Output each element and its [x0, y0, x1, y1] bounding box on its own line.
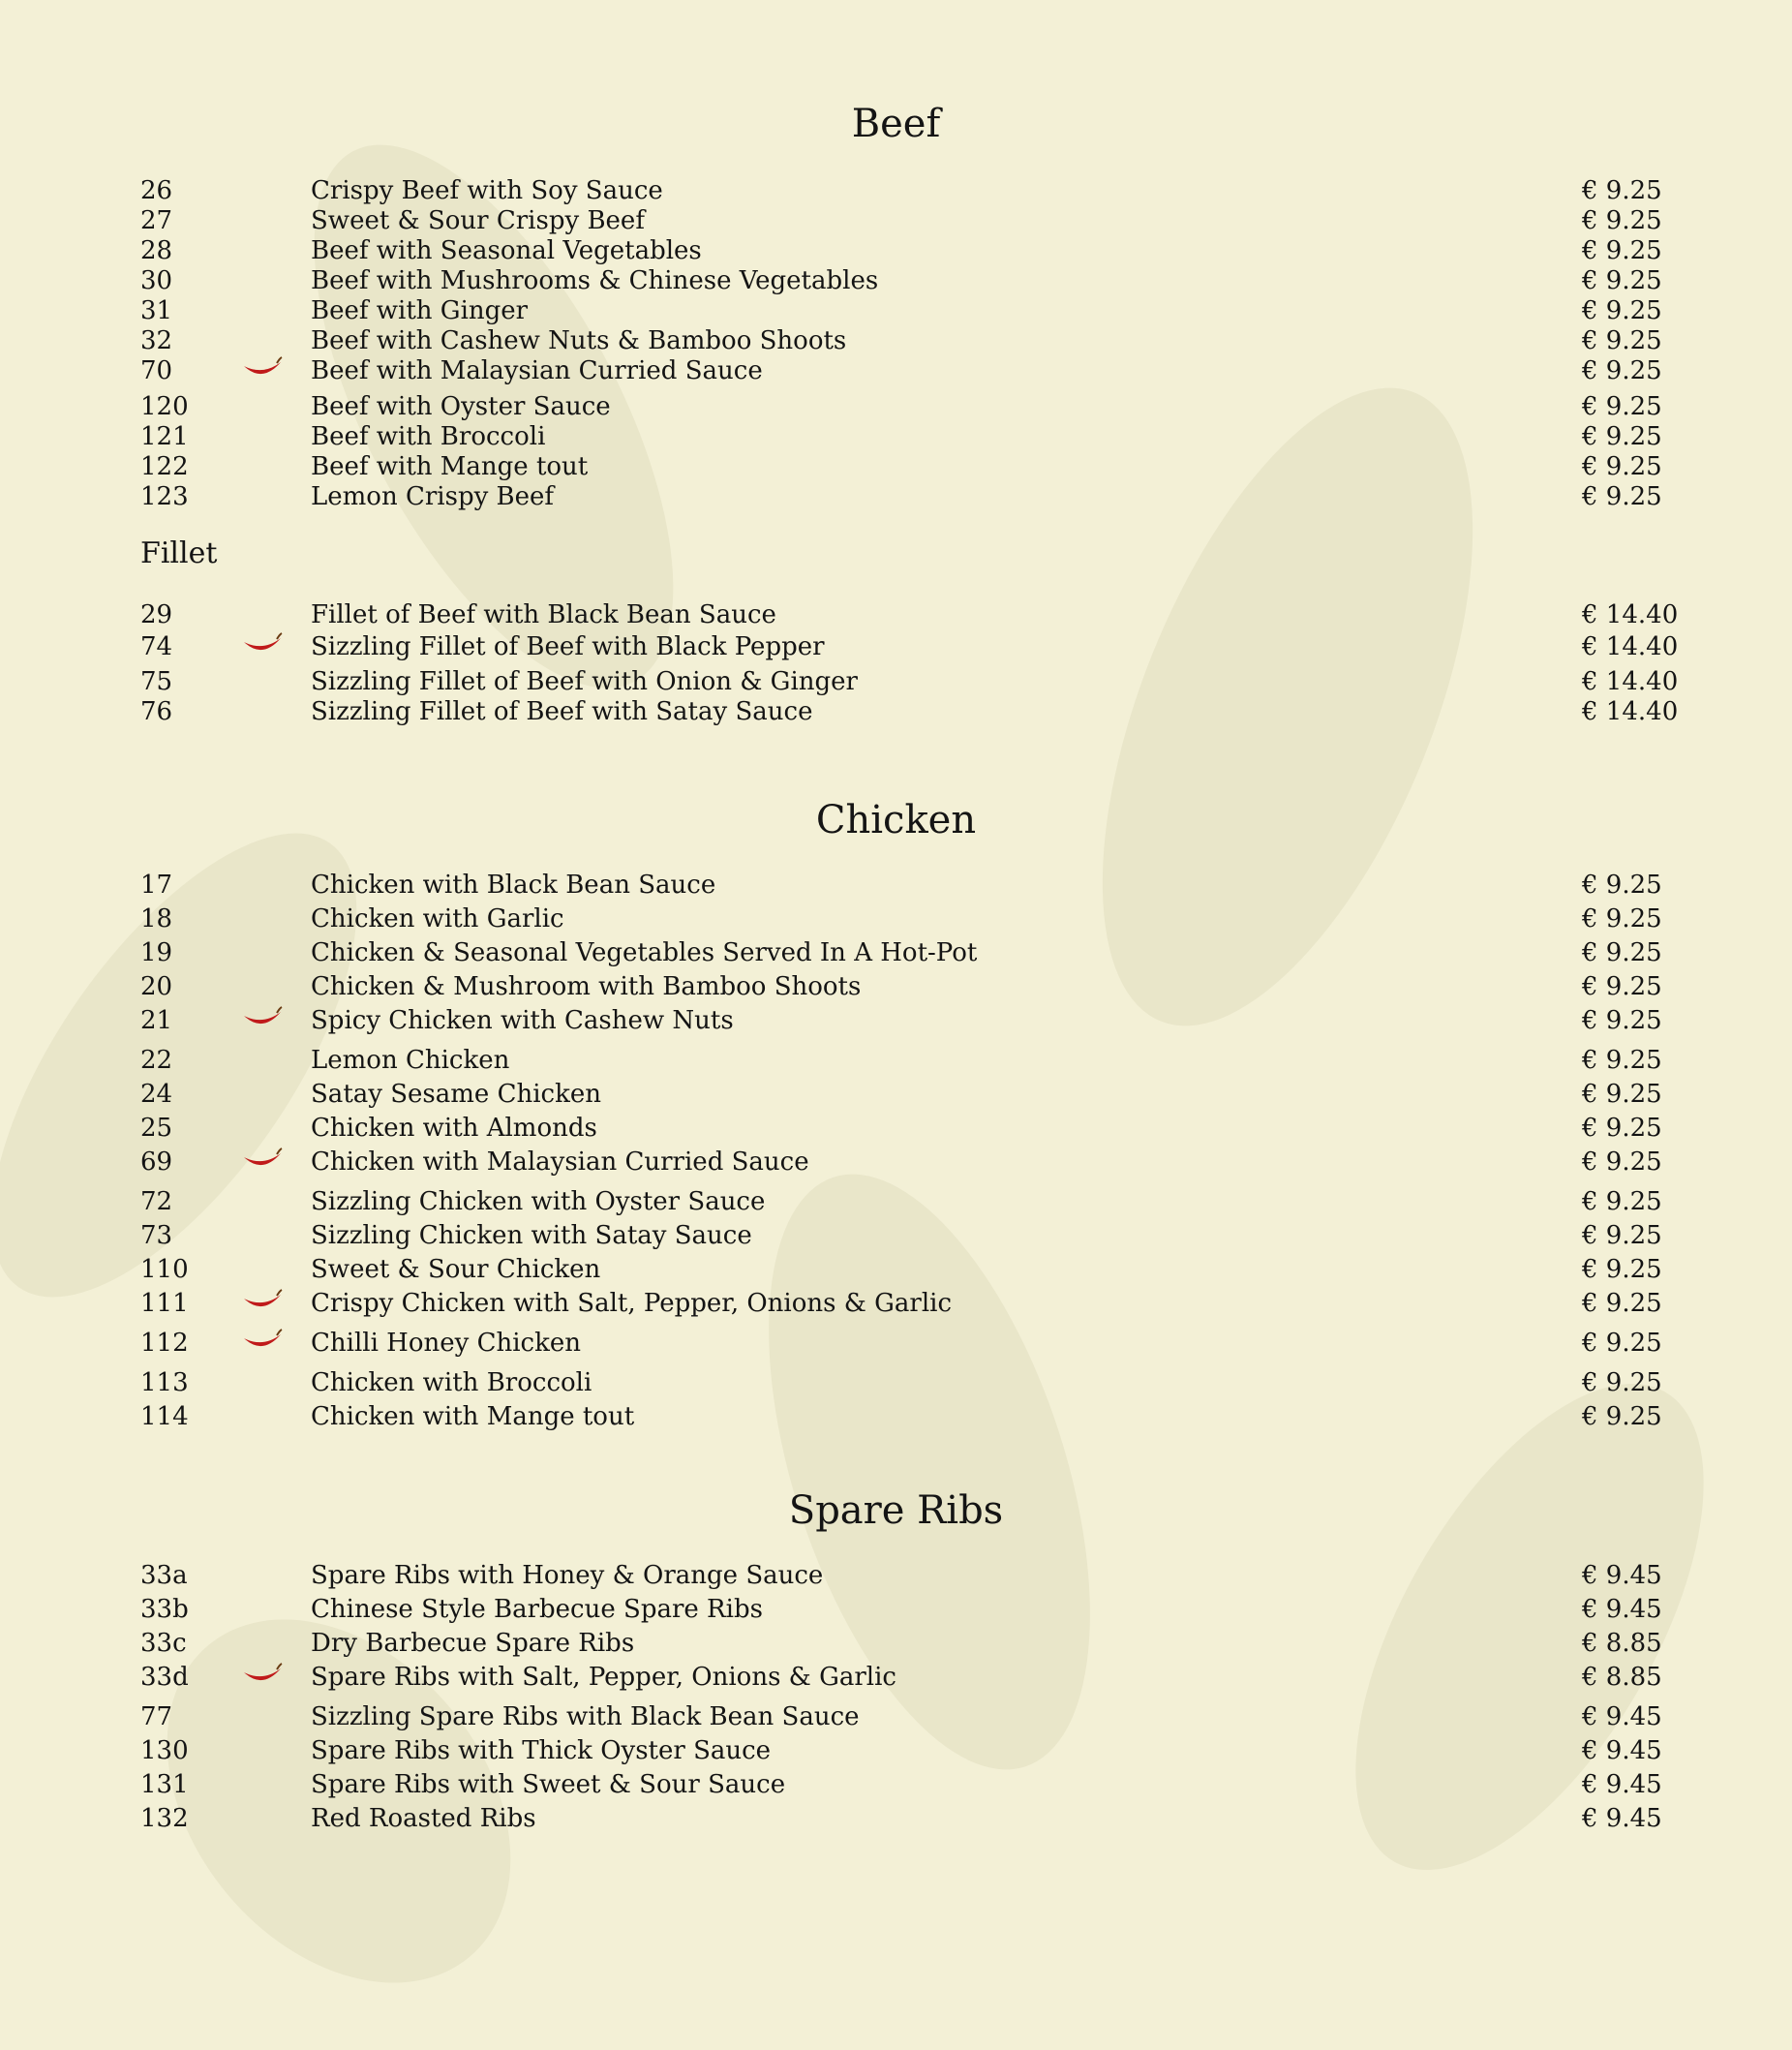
item-name: Spare Ribs with Honey & Orange Sauce — [311, 1561, 824, 1590]
menu-item-row — [0, 1593, 1792, 1626]
menu-item-row — [0, 1078, 1792, 1111]
item-name: Beef with Oyster Sauce — [311, 392, 611, 421]
item-number: 27 — [140, 206, 173, 235]
item-number: 113 — [140, 1368, 189, 1397]
item-price: € 9.25 — [1582, 326, 1662, 355]
item-price: € 9.25 — [1582, 1187, 1662, 1216]
item-price: € 9.45 — [1582, 1595, 1662, 1624]
menu-item-row — [0, 903, 1792, 935]
menu-item-row — [0, 869, 1792, 902]
item-number: 112 — [140, 1329, 189, 1358]
menu-item-row — [0, 234, 1792, 267]
menu-item-row — [0, 1044, 1792, 1077]
menu-item-row — [0, 630, 1792, 663]
item-price: € 9.25 — [1582, 1221, 1662, 1250]
item-price: € 9.25 — [1582, 422, 1662, 451]
menu-item-row — [0, 1700, 1792, 1733]
item-name: Lemon Crispy Beef — [311, 482, 555, 511]
item-price: € 9.25 — [1582, 1402, 1662, 1431]
item-price: € 9.25 — [1582, 1289, 1662, 1318]
item-price: € 9.45 — [1582, 1702, 1662, 1731]
item-number: 76 — [140, 697, 173, 726]
item-name: Chicken with Black Bean Sauce — [311, 871, 716, 900]
item-number: 24 — [140, 1080, 173, 1109]
item-number: 22 — [140, 1046, 173, 1075]
item-number: 121 — [140, 422, 189, 451]
item-price: € 9.25 — [1582, 1114, 1662, 1143]
menu-item-row — [0, 936, 1792, 969]
item-number: 28 — [140, 236, 173, 265]
item-name: Dry Barbecue Spare Ribs — [311, 1629, 635, 1658]
item-number: 72 — [140, 1187, 173, 1216]
item-price: € 9.25 — [1582, 1329, 1662, 1358]
item-price: € 8.85 — [1582, 1663, 1662, 1692]
item-price: € 14.40 — [1582, 697, 1679, 726]
item-number: 30 — [140, 266, 173, 295]
menu-item-row — [0, 1219, 1792, 1252]
menu-item-row — [0, 1366, 1792, 1399]
item-name: Sizzling Fillet of Beef with Satay Sauce — [311, 697, 813, 726]
item-number: 75 — [140, 667, 173, 696]
item-name: Spare Ribs with Sweet & Sour Sauce — [311, 1770, 786, 1799]
item-price: € 14.40 — [1582, 632, 1679, 661]
menu-item-row — [0, 1112, 1792, 1145]
item-name: Chicken & Mushroom with Bamboo Shoots — [311, 972, 862, 1001]
menu-item-row — [0, 970, 1792, 1003]
item-number: 122 — [140, 452, 189, 481]
item-price: € 9.25 — [1582, 482, 1662, 511]
item-name: Chicken with Almonds — [311, 1114, 597, 1143]
subsection-title-fillet: Fillet — [140, 536, 218, 570]
item-name: Sizzling Chicken with Oyster Sauce — [311, 1187, 766, 1216]
item-price: € 9.45 — [1582, 1736, 1662, 1765]
item-number: 33a — [140, 1561, 188, 1590]
item-name: Fillet of Beef with Black Bean Sauce — [311, 600, 776, 629]
menu-item-row — [0, 324, 1792, 357]
menu-item-row — [0, 1004, 1792, 1037]
item-price: € 14.40 — [1582, 600, 1679, 629]
item-number: 21 — [140, 1006, 173, 1035]
item-number: 20 — [140, 972, 173, 1001]
item-number: 33d — [140, 1663, 189, 1692]
menu-item-row — [0, 420, 1792, 453]
item-price: € 9.25 — [1582, 938, 1662, 967]
item-name: Spicy Chicken with Cashew Nuts — [311, 1006, 734, 1035]
menu-item-row — [0, 1734, 1792, 1767]
menu-item-row — [0, 480, 1792, 513]
item-price: € 9.25 — [1582, 972, 1662, 1001]
item-number: 132 — [140, 1804, 189, 1833]
menu-item-row — [0, 174, 1792, 207]
item-number: 33c — [140, 1629, 187, 1658]
menu-item-row — [0, 1287, 1792, 1320]
item-name: Beef with Ginger — [311, 296, 529, 325]
item-price: € 9.45 — [1582, 1561, 1662, 1590]
item-price: € 9.25 — [1582, 1046, 1662, 1075]
item-price: € 9.25 — [1582, 1147, 1662, 1177]
item-name: Spare Ribs with Thick Oyster Sauce — [311, 1736, 772, 1765]
item-name: Chinese Style Barbecue Spare Ribs — [311, 1595, 763, 1624]
item-number: 131 — [140, 1770, 189, 1799]
item-price: € 9.25 — [1582, 356, 1662, 385]
menu-item-row — [0, 1661, 1792, 1694]
item-number: 74 — [140, 632, 173, 661]
menu-item-row — [0, 450, 1792, 483]
item-price: € 9.45 — [1582, 1770, 1662, 1799]
section-title-beef: Beef — [851, 102, 941, 146]
menu-item-row — [0, 598, 1792, 631]
section-title-spare-ribs: Spare Ribs — [788, 1488, 1004, 1533]
item-number: 130 — [140, 1736, 189, 1765]
item-number: 120 — [140, 392, 189, 421]
item-name: Lemon Chicken — [311, 1046, 510, 1075]
item-number: 70 — [140, 356, 173, 385]
item-price: € 9.25 — [1582, 176, 1662, 205]
item-name: Chicken with Malaysian Curried Sauce — [311, 1147, 809, 1177]
menu-item-row — [0, 1253, 1792, 1286]
item-number: 111 — [140, 1289, 189, 1318]
chili-pepper-icon — [242, 1661, 283, 1690]
menu-item-row — [0, 1802, 1792, 1835]
menu-item-row — [0, 204, 1792, 237]
menu-item-row — [0, 1768, 1792, 1801]
menu-item-row — [0, 665, 1792, 698]
item-name: Beef with Malaysian Curried Sauce — [311, 356, 763, 385]
menu-item-row — [0, 695, 1792, 728]
chili-pepper-icon — [242, 1287, 283, 1316]
item-price: € 9.25 — [1582, 452, 1662, 481]
item-name: Sizzling Chicken with Satay Sauce — [311, 1221, 752, 1250]
item-number: 69 — [140, 1147, 173, 1177]
item-name: Sizzling Fillet of Beef with Onion & Ginger — [311, 667, 858, 696]
item-name: Chicken with Broccoli — [311, 1368, 592, 1397]
item-name: Beef with Broccoli — [311, 422, 546, 451]
item-name: Sizzling Spare Ribs with Black Bean Sauce — [311, 1702, 860, 1731]
item-price: € 9.25 — [1582, 1255, 1662, 1284]
menu-item-row — [0, 1559, 1792, 1592]
item-price: € 9.25 — [1582, 1080, 1662, 1109]
item-name: Chicken & Seasonal Vegetables Served In A Hot-Pot — [311, 938, 978, 967]
menu-item-row — [0, 390, 1792, 423]
item-number: 123 — [140, 482, 189, 511]
chili-pepper-icon — [242, 354, 283, 383]
item-name: Sweet & Sour Chicken — [311, 1255, 601, 1284]
item-number: 25 — [140, 1114, 173, 1143]
section-title-chicken: Chicken — [815, 798, 977, 842]
item-price: € 9.25 — [1582, 871, 1662, 900]
item-price: € 9.25 — [1582, 1368, 1662, 1397]
menu-item-row — [0, 1327, 1792, 1360]
item-price: € 9.25 — [1582, 904, 1662, 933]
item-number: 19 — [140, 938, 173, 967]
item-number: 26 — [140, 176, 173, 205]
item-price: € 9.45 — [1582, 1804, 1662, 1833]
item-number: 73 — [140, 1221, 173, 1250]
menu-item-row — [0, 294, 1792, 327]
chili-pepper-icon — [242, 630, 283, 659]
item-number: 18 — [140, 904, 173, 933]
item-price: € 8.85 — [1582, 1629, 1662, 1658]
item-name: Beef with Seasonal Vegetables — [311, 236, 702, 265]
item-name: Crispy Beef with Soy Sauce — [311, 176, 663, 205]
item-name: Beef with Cashew Nuts & Bamboo Shoots — [311, 326, 847, 355]
item-number: 33b — [140, 1595, 189, 1624]
menu-item-row — [0, 264, 1792, 297]
menu-item-row — [0, 354, 1792, 387]
chili-pepper-icon — [242, 1146, 283, 1175]
item-number: 110 — [140, 1255, 189, 1284]
item-number: 29 — [140, 600, 173, 629]
item-name: Sizzling Fillet of Beef with Black Pepper — [311, 632, 825, 661]
item-price: € 9.25 — [1582, 236, 1662, 265]
item-number: 17 — [140, 871, 173, 900]
item-name: Sweet & Sour Crispy Beef — [311, 206, 645, 235]
menu-item-row — [0, 1146, 1792, 1178]
menu-item-row — [0, 1400, 1792, 1433]
item-price: € 14.40 — [1582, 667, 1679, 696]
chili-pepper-icon — [242, 1004, 283, 1033]
item-number: 77 — [140, 1702, 173, 1731]
item-name: Chicken with Garlic — [311, 904, 564, 933]
item-price: € 9.25 — [1582, 266, 1662, 295]
item-name: Chilli Honey Chicken — [311, 1329, 581, 1358]
item-number: 32 — [140, 326, 173, 355]
item-name: Beef with Mushrooms & Chinese Vegetables — [311, 266, 879, 295]
item-name: Crispy Chicken with Salt, Pepper, Onions & Garlic — [311, 1289, 953, 1318]
item-number: 31 — [140, 296, 173, 325]
menu-item-row — [0, 1185, 1792, 1218]
chili-pepper-icon — [242, 1327, 283, 1356]
item-price: € 9.25 — [1582, 1006, 1662, 1035]
item-name: Chicken with Mange tout — [311, 1402, 635, 1431]
item-name: Beef with Mange tout — [311, 452, 589, 481]
menu-item-row — [0, 1627, 1792, 1660]
item-price: € 9.25 — [1582, 392, 1662, 421]
item-name: Satay Sesame Chicken — [311, 1080, 601, 1109]
item-price: € 9.25 — [1582, 296, 1662, 325]
item-number: 114 — [140, 1402, 189, 1431]
item-price: € 9.25 — [1582, 206, 1662, 235]
item-name: Spare Ribs with Salt, Pepper, Onions & Garlic — [311, 1663, 896, 1692]
item-name: Red Roasted Ribs — [311, 1804, 536, 1833]
